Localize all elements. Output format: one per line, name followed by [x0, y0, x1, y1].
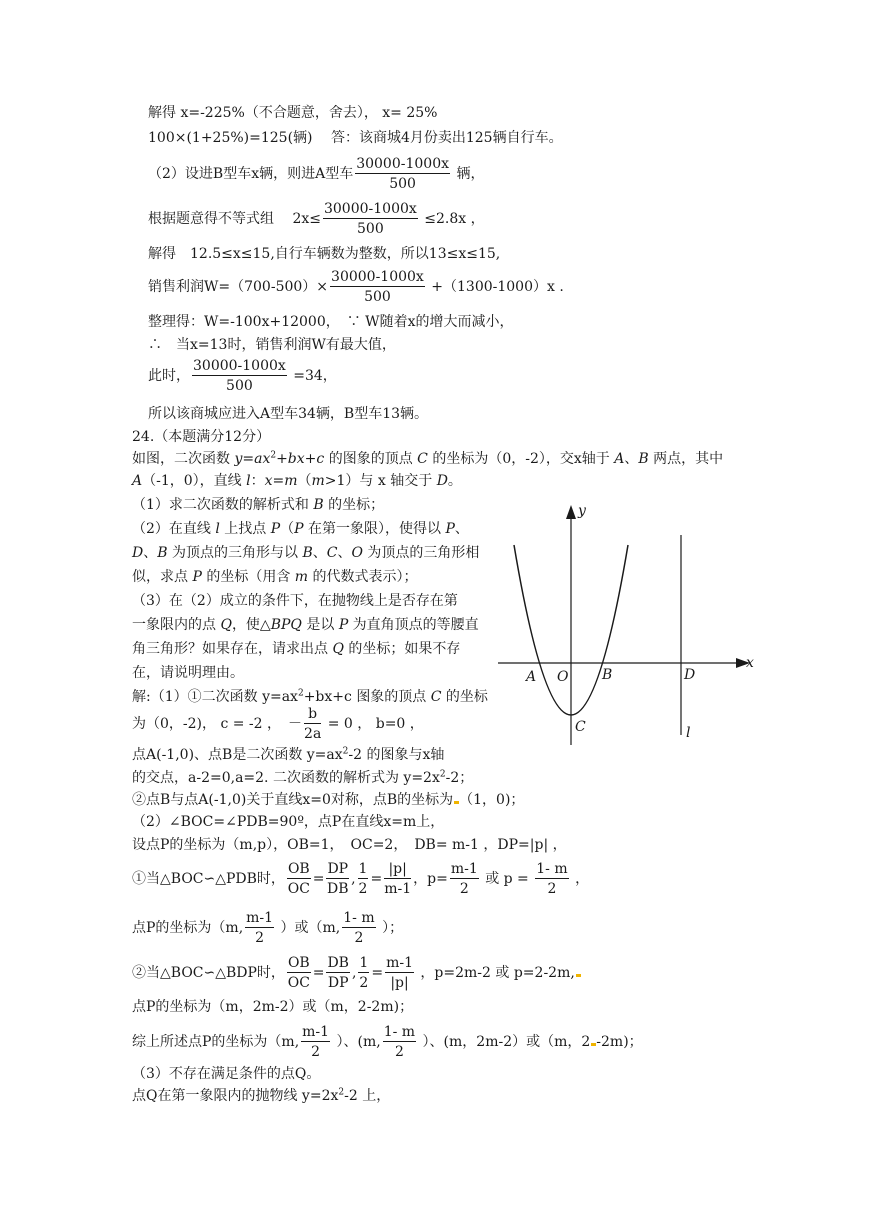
problem-line — [132, 520, 469, 538]
numerator: m-1 — [450, 861, 478, 877]
text: ，使△ — [231, 617, 271, 633]
label-l: l — [686, 725, 691, 741]
text: 的图象的顶点 — [324, 451, 418, 467]
text: 、 — [624, 451, 639, 467]
fraction — [304, 706, 321, 742]
text: 的代数式表示）； — [308, 569, 418, 585]
fraction — [450, 861, 479, 897]
denominator: 2 — [547, 881, 557, 897]
math: m — [294, 569, 309, 585]
solution-line: ①当△BOC∽△PDB时， $\frac{OB}{OC}$ = $\frac{DP}{DB}$ , $\frac{1}{2}$ = $\frac{|p|}{m-1}$ ，p= $\frac{m-1}{2}$ 或 p = $\frac{1- m}{2}$ ， — [132, 861, 590, 897]
fraction — [326, 861, 349, 897]
text: ）或（m, — [276, 920, 341, 936]
solution-line: 解:（1）①二次函数 $y=ax^2+bx+c$ 图象的顶点 C 的坐标 — [132, 688, 488, 705]
problem-line — [132, 496, 384, 514]
solution-line: ∴ 当x=13时，销售利润W有最大值， — [148, 337, 396, 353]
fraction — [535, 861, 568, 897]
parabola-figure — [490, 495, 760, 755]
text: 、 — [454, 521, 469, 537]
text: 的坐标（用含 — [201, 569, 295, 585]
text: -2 的图象与x轴 — [348, 747, 445, 763]
math: y=ax — [234, 451, 271, 467]
math: A — [614, 451, 625, 467]
text: 上找点 — [219, 521, 271, 537]
text: ）、(m, — [332, 1034, 381, 1050]
text: （1，0)； — [459, 792, 525, 808]
label-B: B — [602, 667, 613, 683]
text: -2m)； — [596, 1034, 643, 1050]
solution-line — [132, 910, 403, 946]
solution-line: 整理得：W=-100x+12000， ∵ W随着x的增大而减小， — [148, 314, 514, 330]
denominator: OC — [287, 975, 310, 991]
text: 是以 — [301, 617, 339, 633]
denominator: |p| — [390, 975, 409, 991]
fraction — [385, 955, 414, 991]
numerator: m-1 — [246, 910, 274, 926]
math: P — [270, 521, 281, 537]
text: ）、(m，2m-2）或（m，2 — [418, 1034, 591, 1050]
math: B — [302, 545, 313, 561]
fraction — [301, 1024, 330, 1060]
denominator: 2 — [358, 881, 368, 897]
fraction — [192, 358, 287, 394]
denominator: 2 — [255, 930, 265, 946]
text: 为直角顶点的等腰直 — [348, 617, 479, 633]
fraction — [323, 201, 418, 237]
text: ，p= — [413, 871, 448, 887]
text: 如图，二次函数 — [132, 451, 235, 467]
denominator: 2 — [394, 1044, 404, 1060]
text: 为（0，-2)， c = -2 ， － — [132, 716, 303, 732]
text: 此时， — [148, 368, 190, 384]
math: +bx+c — [276, 451, 325, 467]
numerator: DP — [327, 861, 349, 877]
text: 点P的坐标为（m, — [132, 920, 244, 936]
problem-line — [132, 640, 460, 658]
solution-line: （3）不存在满足条件的点Q。 — [132, 1066, 321, 1082]
denominator: 500 — [357, 221, 384, 237]
text: ）； — [377, 920, 404, 936]
numerator: m-1 — [302, 1024, 330, 1040]
problem-line: （3）在（2）成立的条件下，在抛物线上是否存在第 — [132, 593, 458, 609]
solution-line — [148, 201, 485, 237]
solution-line — [148, 269, 564, 305]
solution-line: 解得 x=-225%（不合题意，舍去）， x= 25% — [148, 105, 438, 121]
numerator: b — [304, 706, 321, 724]
denominator: DP — [327, 975, 349, 991]
math: x=m — [264, 473, 298, 489]
solution-line — [132, 791, 524, 809]
numerator: 1 — [359, 955, 369, 971]
text: （2）设进B型车x辆，则进A型车 — [148, 166, 354, 182]
numerator: OB — [287, 861, 310, 877]
solution-line: 解得 12.5≤x≤15,自行车辆数为整数，所以13≤x≤15, — [148, 246, 501, 262]
denominator: OC — [287, 881, 310, 897]
text: ≤2.8x ， — [419, 211, 485, 227]
label-y: y — [578, 503, 586, 519]
numerator: 1- m — [536, 861, 568, 877]
math: C — [430, 689, 442, 705]
solution-line: （2）∠BOC=∠PDB=90º，点P在直线x=m上， — [132, 814, 445, 830]
text: 、 — [337, 545, 352, 561]
problem-line — [132, 472, 462, 490]
text: 一象限内的点 — [132, 617, 221, 633]
text: （2）在直线 — [132, 521, 216, 537]
text: +bx+c 图象的顶点 — [303, 689, 431, 705]
denominator: DB — [327, 881, 349, 897]
math: Q — [332, 641, 344, 657]
numerator: 1- m — [343, 910, 375, 926]
math: m — [311, 473, 325, 489]
math: C — [326, 545, 338, 561]
text: 似，求点 — [132, 569, 193, 585]
numerator: 30000-1000x — [323, 201, 417, 217]
text: +（1300-1000）x . — [426, 279, 564, 295]
text: 角三角形？如果存在，请求出点 — [132, 641, 333, 657]
text: （-1，0），直线 — [142, 473, 247, 489]
text: =34， — [288, 368, 337, 384]
label-D: D — [684, 667, 696, 683]
text: 综上所述点P的坐标为（m, — [132, 1034, 300, 1050]
text: 辆， — [452, 166, 485, 182]
text: 、 — [143, 545, 158, 561]
numerator: 30000-1000x — [193, 358, 286, 374]
solution-line: 设点P的坐标为（m,p），OB=1， OC=2， DB= m-1 ，DP=|p| ， — [132, 837, 567, 853]
math: D — [132, 545, 144, 561]
numerator: 30000-1000x — [356, 156, 449, 172]
label-x: x — [746, 655, 754, 671]
fraction — [342, 910, 375, 946]
denominator: 2 — [354, 930, 364, 946]
text: 或 p = — [480, 871, 534, 887]
fraction — [383, 1024, 416, 1060]
label-C: C — [575, 719, 586, 735]
math: B — [313, 497, 324, 513]
fraction — [326, 955, 350, 991]
math: P — [338, 617, 349, 633]
solution-line — [148, 156, 484, 192]
text: （ — [297, 473, 312, 489]
numerator: DB — [327, 955, 349, 971]
text: （ — [280, 521, 295, 537]
text: = 0 ， b=0 ， — [323, 716, 424, 732]
text: 。 — [447, 473, 462, 489]
solution-line — [132, 706, 424, 742]
text: 根据题意得不等式组 2x≤ — [148, 211, 321, 227]
text: ②当△BOC∽△BDP时， — [132, 965, 285, 981]
text: 、 — [312, 545, 327, 561]
text: 销售利润W=（700-500）× — [148, 279, 329, 295]
text: 在第一象限），使得以 — [303, 521, 446, 537]
math: D — [436, 473, 448, 489]
numerator: |p| — [384, 861, 411, 879]
solution-line: 点A(-1,0)、点B是二次函数 $y=ax^2-2$ 的图象与x轴 — [132, 746, 445, 763]
problem-line — [132, 544, 479, 562]
fraction — [330, 269, 425, 305]
label-A: A — [526, 669, 537, 685]
text: -2 上， — [344, 1088, 391, 1104]
text: 的坐标； — [323, 497, 385, 513]
text: 的坐标 — [441, 689, 488, 705]
solution-line: 100×(1+25%)=125(辆) 答：该商城4月份卖出125辆自行车。 — [148, 130, 563, 146]
denominator: m-1 — [384, 881, 412, 897]
problem-line — [132, 568, 418, 586]
text: ②点B与点A(-1,0)关于直线x=0对称，点B的坐标为 — [132, 792, 454, 808]
fraction — [358, 861, 369, 897]
math: A — [132, 473, 143, 489]
text: >1）与 x 轴交于 — [324, 473, 437, 489]
text: （1）求二次函数的解析式和 — [132, 497, 314, 513]
fraction — [384, 861, 411, 897]
problem-header: 24.（本题满分12分） — [132, 429, 271, 445]
fraction — [355, 156, 450, 192]
text: ： — [250, 473, 265, 489]
math: O — [351, 545, 363, 561]
text: 两点，其中 — [648, 451, 724, 467]
y-axis-arrow — [566, 505, 576, 519]
numerator: 1 — [358, 861, 368, 877]
text: 解:（1）①二次函数 y=ax — [132, 689, 298, 705]
numerator: 30000-1000x — [331, 269, 424, 285]
solution-line: 点P的坐标为（m，2m-2）或（m，2-2m)； — [132, 999, 414, 1015]
solution-line — [132, 1024, 643, 1060]
label-O: O — [557, 669, 569, 685]
text: 点Q在第一象限内的抛物线 y=2x — [132, 1088, 339, 1104]
math: B — [638, 451, 649, 467]
problem-line: 如图，二次函数 $y=ax^2+bx+c$ 的图象的顶点 C 的坐标为（0，-2），交x轴于 A、B 两点，其中 — [132, 450, 724, 467]
math: P — [294, 521, 304, 537]
math: P — [192, 569, 202, 585]
math: P — [445, 521, 455, 537]
math: l — [215, 521, 220, 537]
denominator: 500 — [226, 378, 253, 394]
text: ，p=2m-2 或 p=2-2m, — [415, 965, 575, 981]
solution-line: ②当△BOC∽△BDP时， $\frac{OB}{OC}$ = $\frac{DB}{DP}$ , $\frac{1}{2}$ = $\frac{m-1}{|p|}$ ，p=2m-2 或 p=2-2m, — [132, 955, 581, 991]
numerator: 1- m — [383, 1024, 416, 1040]
fraction — [245, 910, 274, 946]
text: ①当△BOC∽△PDB时， — [132, 871, 285, 887]
fraction — [287, 955, 311, 991]
solution-line — [148, 358, 337, 394]
text: 点A(-1,0)、点B是二次函数 y=ax — [132, 747, 343, 763]
text: 的坐标；如果不存 — [343, 641, 461, 657]
denominator: 500 — [389, 176, 416, 192]
problem-line: 在，请说明理由。 — [132, 665, 244, 681]
math: l — [246, 473, 251, 489]
math: C — [417, 451, 428, 467]
math: BPQ — [270, 617, 302, 633]
solution-line: 点Q在第一象限内的抛物线 $y=2x^2-2$ 上， — [132, 1087, 391, 1104]
denominator: 2 — [311, 1044, 321, 1060]
solution-line: 所以该商城应进入A型车34辆，B型车13辆。 — [148, 406, 429, 422]
math: B — [157, 545, 168, 561]
denominator: 2 — [459, 881, 469, 897]
text: 为顶点的三角形与以 — [167, 545, 303, 561]
fraction — [287, 861, 311, 897]
highlight-mark — [576, 974, 581, 977]
solution-line: 的交点，a-2=0,a=2. 二次函数的解析式为 $y=2x^2-2$； — [132, 769, 474, 786]
denominator: 2a — [304, 726, 322, 742]
numerator: OB — [287, 955, 310, 971]
text: 的交点，a-2=0,a=2. 二次函数的解析式为 y=2x — [132, 770, 440, 786]
text: -2； — [445, 770, 474, 786]
text: 的坐标为（0，-2），交x轴于 — [427, 451, 615, 467]
problem-line — [132, 616, 479, 634]
denominator: 2 — [359, 975, 369, 991]
math: Q — [220, 617, 232, 633]
denominator: 500 — [364, 289, 391, 305]
text: ， — [570, 871, 590, 887]
fraction — [358, 955, 369, 991]
numerator: m-1 — [386, 955, 413, 971]
text: 为顶点的三角形相 — [362, 545, 480, 561]
